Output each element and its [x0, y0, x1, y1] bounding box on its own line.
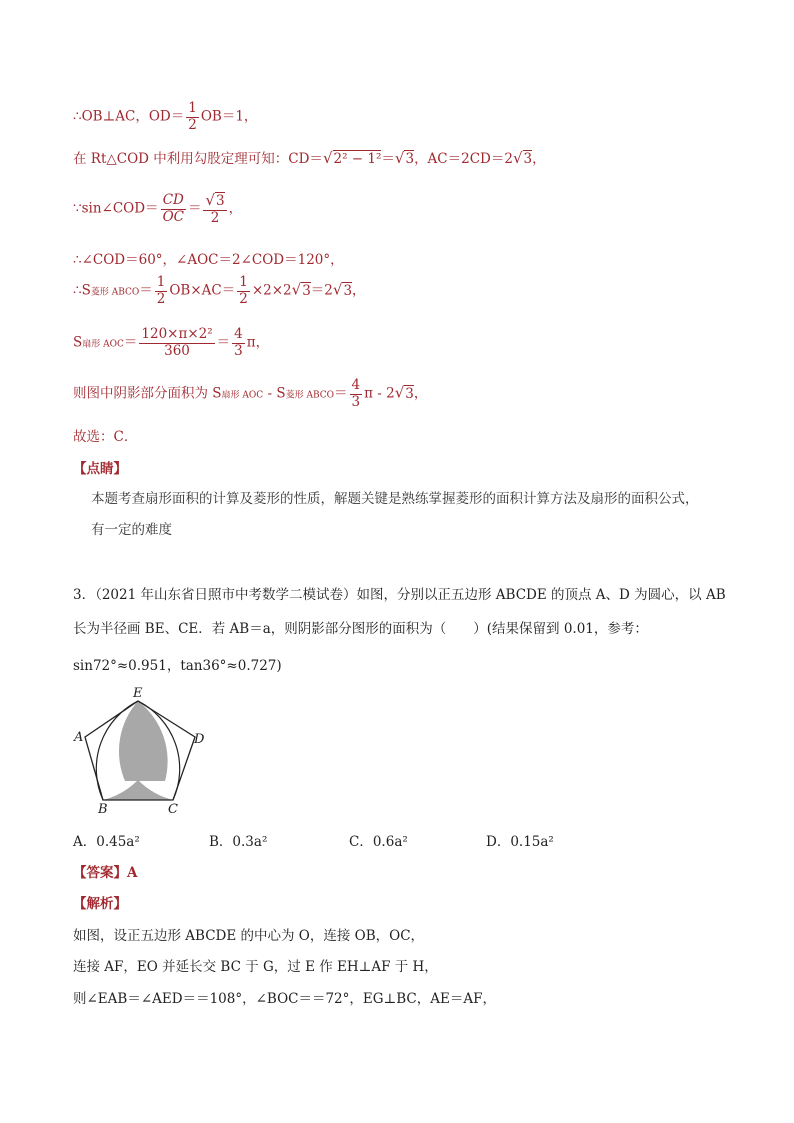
analysis-line-1: 如图，设正五边形 ABCDE 的中心为 O，连接 OB，OC，	[73, 928, 425, 944]
solution-line-1	[73, 101, 257, 133]
text: ＝	[334, 385, 348, 402]
solution-line-7: 则图中阴影部分面积为 S扇形 AOC - S菱形 ABCO＝ $\frac{4}{3}$ π - 2√3，	[73, 377, 428, 410]
fraction-4-3: $\frac{4}{3}$	[234, 326, 243, 359]
question-line-1: 3．（2021 年山东省日照市中考数学二模试卷）如图，分别以正五边形 ABCDE 的顶点 A、D 为圆心，以 AB	[73, 587, 726, 603]
text: ∴OB⊥AC，OD＝	[73, 108, 185, 125]
vertex-label-d: D	[194, 732, 205, 747]
text: ＝	[123, 334, 138, 351]
text: ，	[352, 282, 366, 299]
subscript: 扇形 AOC	[82, 339, 124, 350]
analysis-line-3: 则∠EAB＝∠AED＝＝108°，∠BOC＝＝72°，EG⊥BC，AE＝AF，	[73, 991, 496, 1007]
analysis-line-2: 连接 AF，EO 并延长交 BC 于 G，过 E 作 EH⊥AF 于 H，	[73, 959, 438, 975]
radicand: 2² − 1²	[333, 151, 382, 167]
text: ＝	[381, 151, 395, 167]
text: ∴S	[73, 282, 91, 299]
vertex-label-e: E	[133, 686, 143, 701]
comment-heading: 【点睛】	[73, 461, 127, 477]
text: ，	[532, 151, 546, 167]
vertex-label-c: C	[168, 802, 178, 817]
fraction-4-3: $\frac{4}{3}$	[351, 377, 361, 410]
solution-line-5: ∴S菱形 ABCO＝ $\frac{1}{2}$ OB×AC＝ $\frac{1}{2}$ ×2×2√3＝2√3，	[73, 274, 366, 307]
subscript: 菱形 ABCO	[285, 390, 334, 401]
radicand: 3	[343, 282, 353, 299]
solution-line-2: 在 Rt△COD 中利用勾股定理可知：CD＝√2² − 1²＝√3，AC＝2CD＝2√3，	[73, 149, 546, 167]
analysis-heading: 【解析】	[73, 896, 127, 912]
text: ，	[228, 200, 243, 217]
text: 在 Rt△COD 中利用勾股定理可知：CD＝	[73, 151, 323, 167]
question-line-3: sin72°≈0.951，tan36°≈0.727)	[73, 658, 282, 674]
vertex-label-a: A	[74, 730, 84, 745]
text: ＝	[187, 200, 202, 217]
text: π - 2	[364, 385, 395, 402]
subscript: 菱形 ABCO	[90, 287, 140, 298]
text: ×2×2	[251, 282, 292, 299]
comment-line-1: 本题考查扇形面积的计算及菱形的性质，解题关键是熟练掌握菱形的面积计算方法及扇形的面积公式，	[91, 491, 699, 507]
text: ＝	[216, 334, 231, 351]
radicand: 3	[405, 151, 415, 167]
solution-line-8: 故选：C．	[73, 429, 138, 445]
option-b: B．0.3a²	[209, 834, 268, 850]
solution-line-4: ∴∠COD＝60°，∠AOC＝2∠COD＝120°，	[73, 252, 344, 268]
solution-line-6	[73, 327, 269, 359]
text: ＝	[139, 282, 153, 299]
text: S	[73, 334, 83, 351]
text: ＝2	[310, 282, 333, 299]
text: ，	[413, 385, 428, 402]
text: ，AC＝2CD＝2	[414, 151, 513, 167]
fraction-half: $\frac{1}{2}$	[156, 274, 166, 307]
fraction-cd-oc: $\frac{CD}{OC}$	[162, 192, 184, 225]
pentagon-figure	[72, 686, 222, 821]
answer-value: A	[127, 865, 138, 881]
fraction-sector: $\frac{\text{120×π×2²}}{360}$	[141, 326, 213, 359]
radicand: 3	[405, 385, 414, 402]
option-c: C．0.6a²	[349, 834, 408, 850]
fraction-half: $\frac{1}{2}$	[188, 100, 197, 133]
solution-line-3	[73, 192, 242, 226]
option-a: A．0.45a²	[73, 834, 140, 850]
radicand: 3	[523, 151, 533, 167]
question-line-2: 长为半径画 BE、CE．若 AB＝a，则阴影部分图形的面积为（ ）(结果保留到 0.01，参考：	[73, 621, 648, 637]
vertex-label-b: B	[98, 802, 108, 817]
fraction-sqrt3-2: $\frac{√3}{2}$	[205, 191, 225, 226]
comment-line-2: 有一定的难度	[91, 522, 172, 538]
text: OB＝1，	[200, 108, 258, 125]
answer-heading: 【答案】A	[73, 865, 138, 881]
radicand: 3	[302, 282, 311, 299]
text: ∵sin∠COD＝	[73, 200, 159, 217]
option-d: D．0.15a²	[486, 834, 554, 850]
fraction-half: $\frac{1}{2}$	[239, 274, 248, 307]
text: OB×AC＝	[169, 282, 236, 299]
text: - S	[263, 385, 286, 402]
text: 则图中阴影部分面积为 S	[73, 385, 222, 402]
text: π，	[246, 334, 270, 351]
subscript: 扇形 AOC	[221, 390, 264, 401]
